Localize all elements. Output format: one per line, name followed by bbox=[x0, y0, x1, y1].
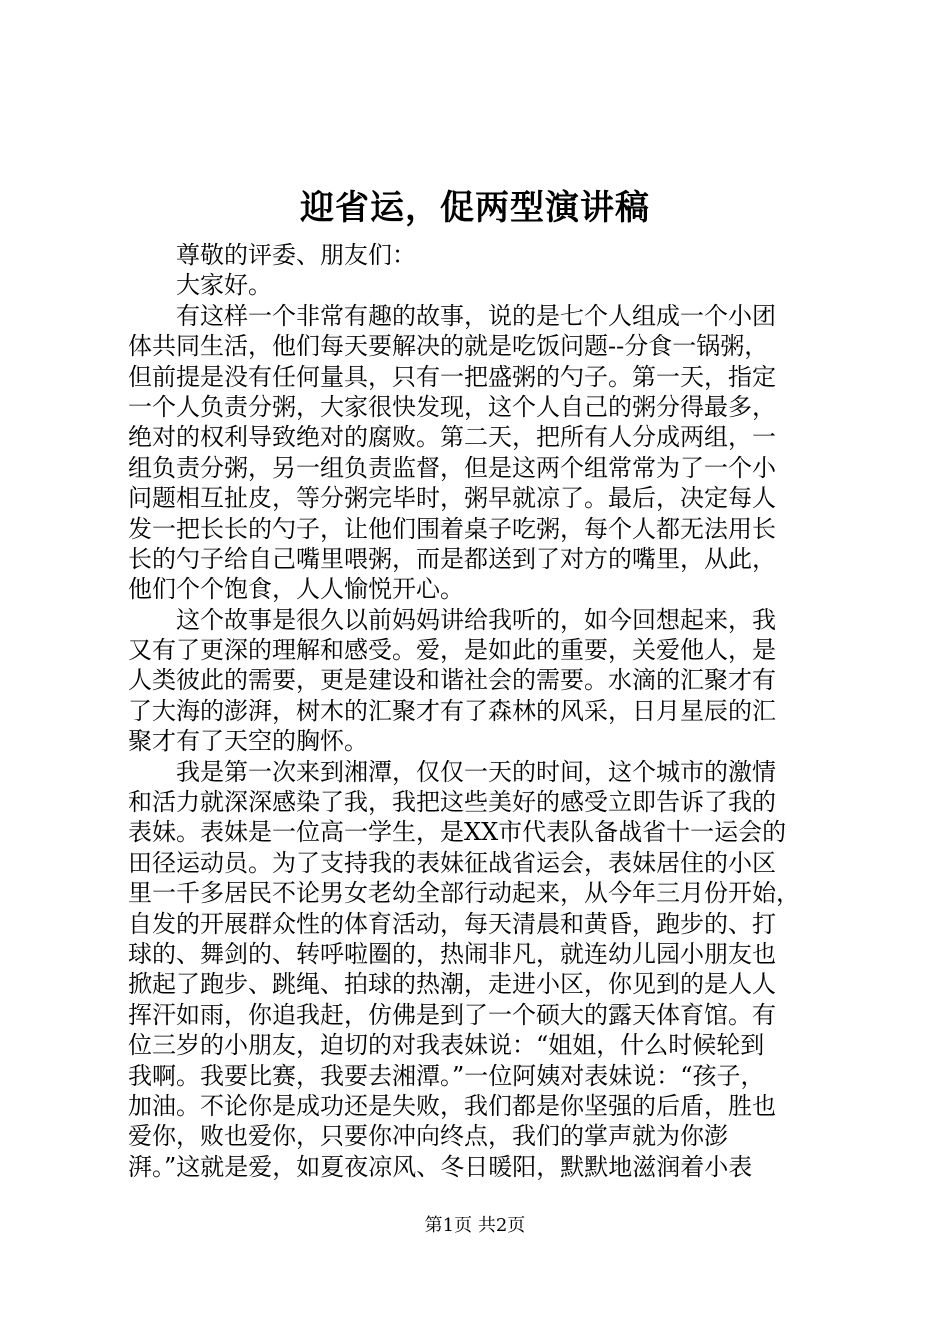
text-line: 加油。不论你是成功还是失败，我们都是你坚强的后盾，胜也 bbox=[128, 1091, 776, 1120]
text-line: 一个人负责分粥，大家很快发现，这个人自己的粥分得最多， bbox=[128, 392, 776, 421]
text-line: 掀起了跑步、跳绳、拍球的热潮，走进小区，你见到的是人人 bbox=[128, 970, 776, 999]
text-line: 表妹。表妹是一位高一学生，是XX市代表队备战省十一运会的 bbox=[128, 818, 787, 847]
text-line: 这个故事是很久以前妈妈讲给我听的，如今回想起来，我 bbox=[128, 605, 776, 634]
text-line: 又有了更深的理解和感受。爱，是如此的重要，关爱他人，是 bbox=[128, 636, 776, 665]
text-line: 爱你，败也爱你，只要你冲向终点，我们的掌声就为你澎 bbox=[128, 1122, 728, 1151]
text-line: 了大海的澎湃，树木的汇聚才有了森林的风采，日月星辰的汇 bbox=[128, 696, 776, 725]
text-line: 人类彼此的需要，更是建设和谐社会的需要。水滴的汇聚才有 bbox=[128, 666, 776, 695]
page-footer: 第1页 共2页 bbox=[424, 1215, 526, 1236]
text-line: 自发的开展群众性的体育活动，每天清晨和黄昏，跑步的、打 bbox=[128, 909, 776, 938]
text-line: 田径运动员。为了支持我的表妹征战省运会，表妹居住的小区 bbox=[128, 848, 776, 877]
text-line: 组负责分粥，另一组负责监督，但是这两个组常常为了一个小 bbox=[128, 453, 776, 482]
text-line: 位三岁的小朋友，迫切的对我表妹说：“姐姐，什么时候轮到 bbox=[128, 1031, 765, 1060]
text-line: 球的、舞剑的、转呼啦圈的，热闹非凡，就连幼儿园小朋友也 bbox=[128, 939, 776, 968]
text-line: 我是第一次来到湘潭，仅仅一天的时间，这个城市的激情 bbox=[128, 757, 776, 786]
text-line: 里一千多居民不论男女老幼全部行动起来，从今年三月份开始， bbox=[128, 879, 800, 908]
text-line: 湃。”这就是爱，如夏夜凉风、冬日暖阳，默默地滋润着小表 bbox=[128, 1152, 753, 1181]
text-line: 但前提是没有任何量具，只有一把盛粥的勺子。第一天，指定 bbox=[128, 362, 776, 391]
text-line: 长的勺子给自己嘴里喂粥，而是都送到了对方的嘴里，从此， bbox=[128, 544, 776, 573]
text-line: 挥汗如雨，你追我赶，仿佛是到了一个硕大的露天体育馆。有 bbox=[128, 1000, 776, 1029]
text-line: 聚才有了天空的胸怀。 bbox=[128, 727, 368, 756]
text-line: 大家好。 bbox=[128, 271, 272, 300]
text-line: 他们个个饱食，人人愉悦开心。 bbox=[128, 575, 464, 604]
document-body bbox=[128, 240, 828, 1182]
text-line: 我啊。我要比赛，我要去湘潭。”一位阿姨对表妹说：“孩子， bbox=[128, 1061, 765, 1090]
text-line: 绝对的权利导致绝对的腐败。第二天，把所有人分成两组，一 bbox=[128, 423, 776, 452]
text-line: 和活力就深深感染了我，我把这些美好的感受立即告诉了我的 bbox=[128, 788, 776, 817]
text-line: 问题相互扯皮，等分粥完毕时，粥早就凉了。最后，决定每人 bbox=[128, 484, 776, 513]
document-title: 迎省运，促两型演讲稿 bbox=[300, 188, 650, 228]
text-line: 体共同生活，他们每天要解决的就是吃饭问题--分食一锅粥， bbox=[128, 332, 769, 361]
text-line: 发一把长长的勺子，让他们围着桌子吃粥，每个人都无法用长 bbox=[128, 514, 776, 543]
text-line: 有这样一个非常有趣的故事，说的是七个人组成一个小团 bbox=[128, 301, 776, 330]
text-line: 尊敬的评委、朋友们： bbox=[128, 241, 416, 269]
